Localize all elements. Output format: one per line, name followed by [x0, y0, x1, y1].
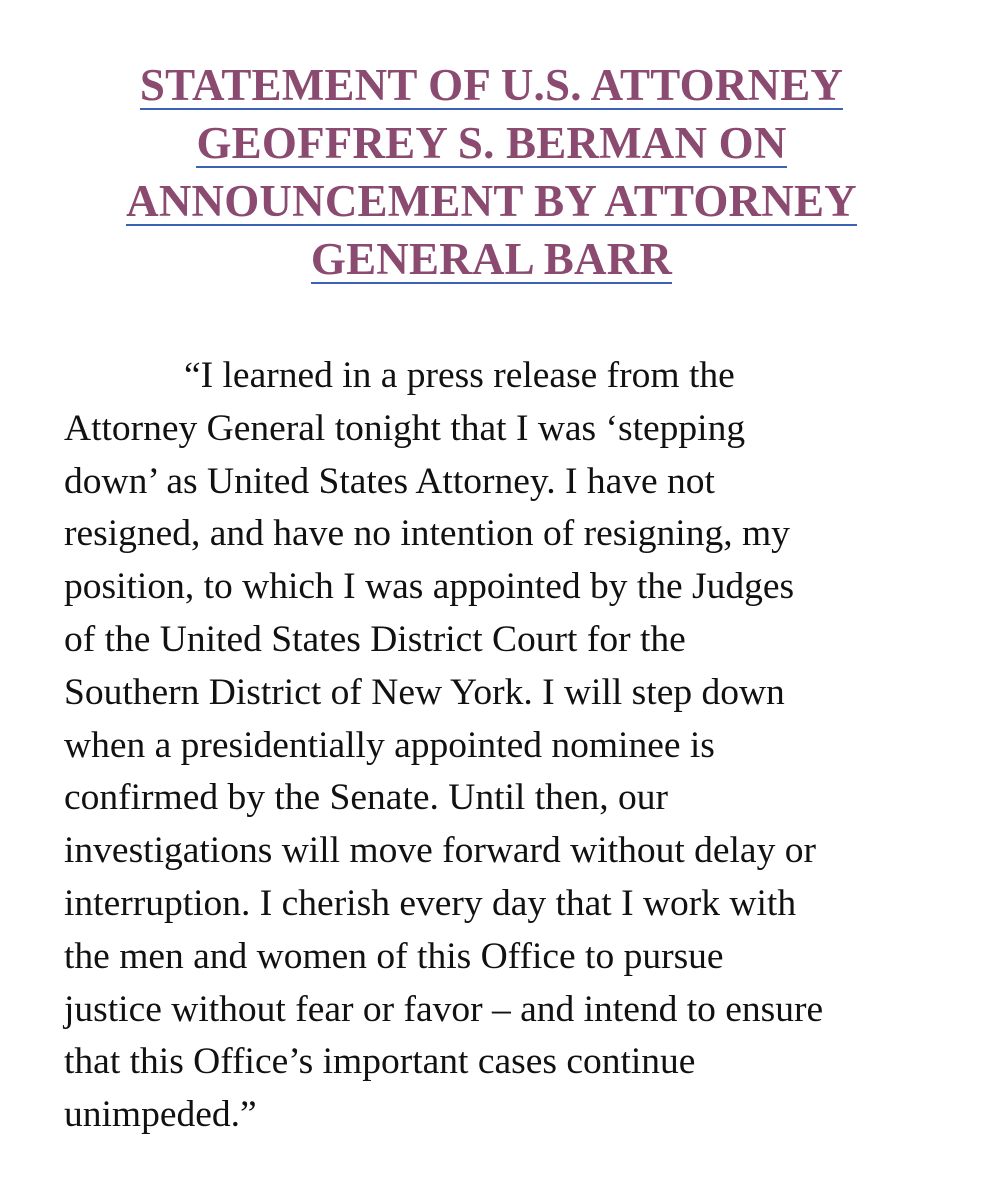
title-line-2: GEOFFREY S. BERMAN ON — [196, 118, 787, 168]
statement-title — [0, 56, 983, 288]
body-line: interruption. I cherish every day that I work with — [64, 882, 797, 924]
body-line: the men and women of this Office to pursue — [64, 935, 724, 977]
body-line: of the United States District Court for the — [64, 618, 686, 660]
body-line: that this Office’s important cases continue — [64, 1041, 696, 1083]
body-line: down’ as United States Attorney. I have not — [64, 460, 715, 502]
body-line: position, to which I was appointed by the Judges — [64, 566, 795, 608]
body-line: when a presidentially appointed nominee is — [64, 724, 715, 766]
title-line-1: STATEMENT OF U.S. ATTORNEY — [139, 60, 844, 110]
body-line: resigned, and have no intention of resigning, my — [64, 513, 790, 555]
body-line: investigations will move forward without delay or — [64, 830, 816, 872]
title-line-4: GENERAL BARR — [310, 234, 673, 284]
body-line: unimpeded.” — [64, 1094, 257, 1136]
title-line-3: ANNOUNCEMENT BY ATTORNEY — [126, 176, 857, 226]
body-line: Southern District of New York. I will step down — [64, 671, 785, 713]
body-line: confirmed by the Senate. Until then, our — [64, 777, 669, 819]
body-line: justice without fear or favor – and intend to ensure — [64, 988, 824, 1030]
body-line: “I learned in a press release from the — [184, 355, 735, 396]
body-line: Attorney General tonight that I was ‘stepping — [64, 407, 746, 449]
statement-body — [64, 350, 944, 1142]
